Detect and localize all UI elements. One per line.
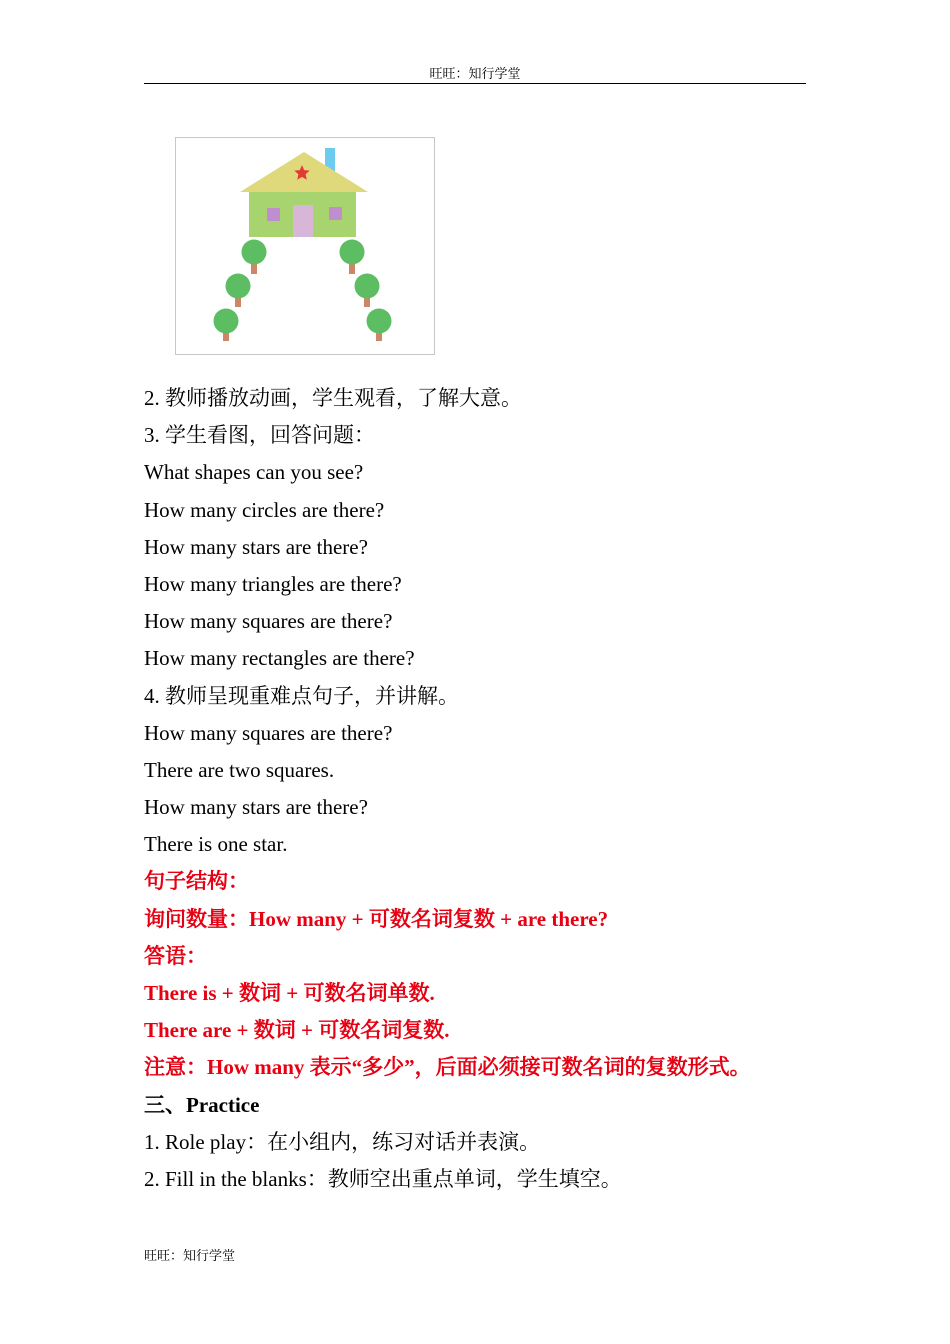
house-shapes-svg bbox=[176, 138, 434, 354]
structure-answer-singular: There is + 数词 + 可数名词单数. bbox=[144, 981, 435, 1005]
house-window-right bbox=[329, 207, 342, 220]
structure-question-pattern: 询问数量：How many + 可数名词复数 + are there? bbox=[144, 906, 609, 931]
answer-heading: 答语： bbox=[144, 943, 207, 968]
step-2-play-animation: 2. 教师播放动画，学生观看，了解大意。 bbox=[144, 386, 522, 410]
question-rectangles: How many rectangles are there? bbox=[144, 646, 415, 671]
example-question-stars: How many stars are there? bbox=[144, 795, 368, 820]
tree-right-bottom bbox=[367, 309, 392, 342]
question-squares: How many squares are there? bbox=[144, 609, 393, 634]
question-circles: How many circles are there? bbox=[144, 497, 385, 522]
step-4-key-sentences: 4. 教师呈现重难点句子，并讲解。 bbox=[144, 683, 459, 708]
header-divider bbox=[144, 83, 806, 84]
question-stars: How many stars are there? bbox=[144, 534, 368, 559]
structure-answer-plural: There are + 数词 + 可数名词复数. bbox=[144, 1018, 450, 1043]
usage-note: 注意：How many 表示“多少”，后面必须接可数名词的复数形式。 bbox=[144, 1055, 751, 1080]
example-answer-star: There is one star. bbox=[144, 832, 288, 857]
sentence-structure-heading: 句子结构： bbox=[144, 869, 249, 894]
tree-right-middle bbox=[355, 274, 380, 308]
practice-fill-blanks: 2. Fill in the blanks：教师空出重点单词，学生填空。 bbox=[144, 1166, 622, 1191]
tree-left-middle bbox=[226, 274, 251, 308]
lesson-body bbox=[144, 380, 844, 1198]
house-window-left bbox=[267, 208, 280, 221]
tree-right-top bbox=[340, 240, 365, 275]
house-door bbox=[293, 205, 313, 237]
house-shapes-illustration bbox=[175, 137, 435, 355]
step-3-look-and-answer: 3. 学生看图，回答问题： bbox=[144, 423, 375, 448]
question-shapes: What shapes can you see? bbox=[144, 460, 364, 485]
practice-section-heading: 三、Practice bbox=[144, 1092, 260, 1117]
example-question-squares: How many squares are there? bbox=[144, 720, 393, 745]
tree-left-bottom bbox=[214, 309, 239, 342]
practice-role-play: 1. Role play：在小组内，练习对话并表演。 bbox=[144, 1129, 541, 1154]
tree-left-top bbox=[242, 240, 267, 275]
page-footer: 旺旺：知行学堂 bbox=[144, 1248, 236, 1263]
example-answer-squares: There are two squares. bbox=[144, 757, 335, 782]
question-triangles: How many triangles are there? bbox=[144, 571, 402, 596]
page-header: 旺旺：知行学堂 bbox=[429, 66, 521, 81]
